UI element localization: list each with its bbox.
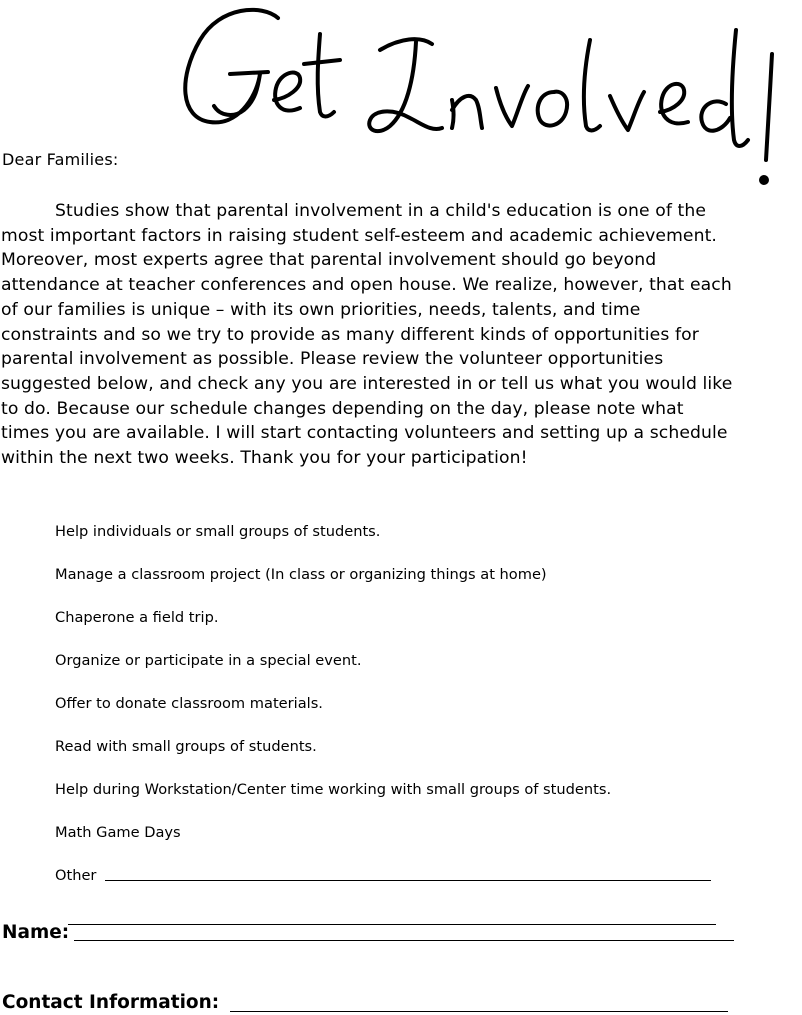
letter-body: Studies show that parental involvement in a child's education is one of the most important factors in raising student self-esteem and academic achievement. Moreover, most experts agree that parental involvement should go beyond attendance at teacher conferences and open house. We realize, however, that each of our families is unique – with its own priorities, needs, talents, and time constraints and so we try to provide as many different kinds of opportunities for parental involvement as possible. Please review the volunteer opportunities suggested below, and check any you are interested in or tell us what you would like to do. Because our schedule changes depending on the day, please note what times you are available. I will start contacting volunteers and setting up a schedule within the next two weeks. Thank you for your participation! bbox=[1, 201, 733, 469]
option-help-individuals: Help individuals or small groups of students. bbox=[55, 523, 381, 540]
option-math-game-days: Math Game Days bbox=[55, 824, 181, 841]
option-chaperone: Chaperone a field trip. bbox=[55, 609, 219, 626]
name-line-upper[interactable] bbox=[68, 912, 716, 925]
name-field-line[interactable] bbox=[74, 926, 734, 941]
salutation: Dear Families: bbox=[2, 150, 119, 169]
contact-field-line[interactable] bbox=[230, 996, 728, 1012]
option-workstation-help: Help during Workstation/Center time working with small groups of students. bbox=[55, 781, 612, 798]
name-label: Name: bbox=[2, 922, 70, 943]
other-label: Other bbox=[55, 867, 97, 884]
contact-label: Contact Information: bbox=[2, 992, 220, 1013]
title-script-drawing bbox=[170, 0, 802, 190]
title-logo bbox=[170, 0, 802, 190]
option-other bbox=[55, 866, 96, 886]
option-read-small-groups: Read with small groups of students. bbox=[55, 738, 317, 755]
option-manage-project: Manage a classroom project (In class or organizing things at home) bbox=[55, 566, 547, 583]
option-special-event: Organize or participate in a special event. bbox=[55, 652, 362, 669]
option-donate-materials: Offer to donate classroom materials. bbox=[55, 695, 323, 712]
other-fill-line[interactable] bbox=[105, 866, 711, 881]
